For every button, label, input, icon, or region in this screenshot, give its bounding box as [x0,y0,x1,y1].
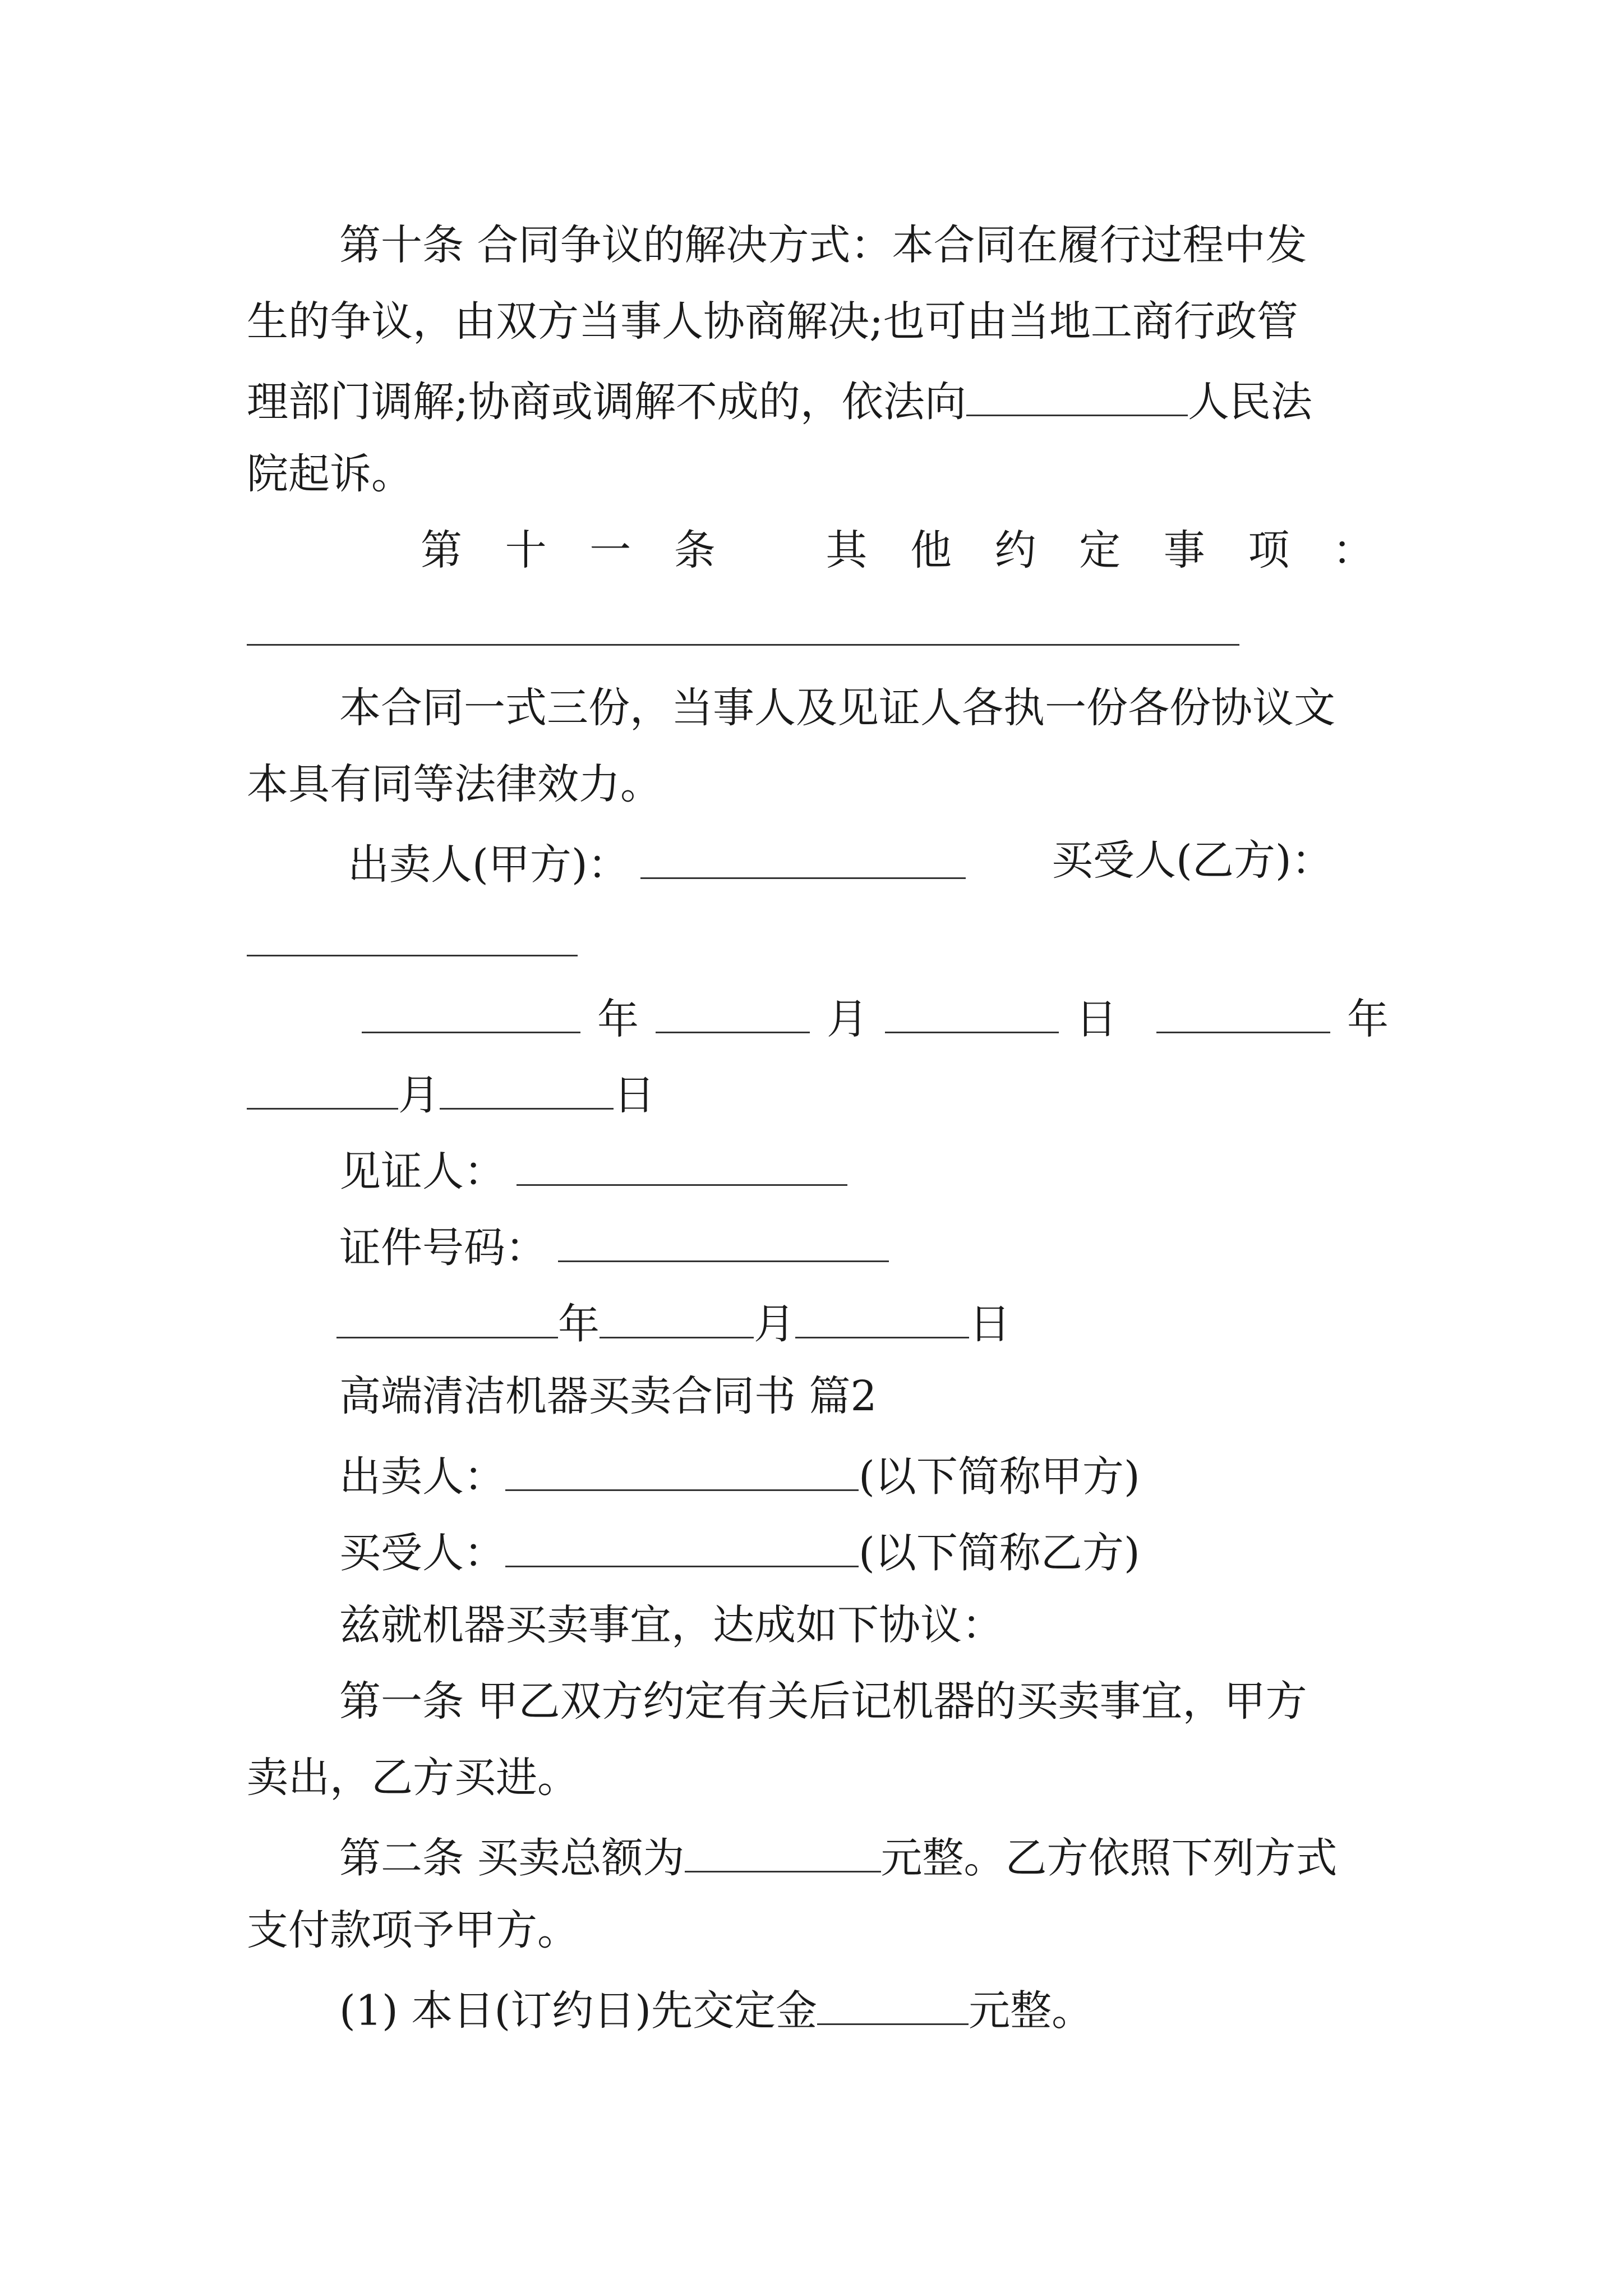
article11-char: 定 [1079,526,1121,574]
part2-intro: 兹就机器买卖事宜，达成如下协议： [339,1601,1003,1649]
month-label: 月 [827,995,868,1043]
part2-seller-note: (以下简称甲方) [859,1452,1140,1501]
id-label: 证件号码： [339,1223,547,1272]
article11-char: 第 [421,526,462,574]
year-label-3: 年 [558,1300,600,1349]
witness-label: 见证人： [339,1147,505,1196]
id-line [339,1223,889,1272]
month-label-2: 月 [398,1071,440,1120]
total-amount-blank [685,1833,881,1872]
seller-sign-label: 出卖人(甲方)： [348,840,629,889]
article11-char: 十 [505,526,547,574]
month-blank [656,994,810,1033]
part2-buyer-blank [505,1528,859,1567]
part2-buyer-label: 买受人： [339,1529,505,1577]
article10-line1: 第十条 合同争议的解决方式：本合同在履行过程中发 [339,221,1307,269]
part2-art2-line2: 支付款项予甲方。 [247,1906,579,1954]
part2-art2-text: 第二条 买卖总额为 [339,1834,685,1883]
month-label-3: 月 [754,1300,795,1349]
deposit-blank [817,1986,969,2025]
other-terms-blank [247,644,1239,646]
article11-char: 项 [1248,526,1290,574]
article11-char: 一 [589,526,631,574]
year-label-2: 年 [1347,995,1389,1043]
article11-char: 约 [994,526,1036,574]
article11-char: 条 [674,526,716,574]
court-blank [966,377,1188,416]
part2-item1 [339,1986,1094,2035]
month-blank-2 [247,1070,398,1110]
copies-line2: 本具有同等法律效力。 [247,760,662,808]
day-label-2: 日 [614,1071,655,1120]
part2-seller-line [339,1452,1140,1501]
witness-blank [517,1147,847,1186]
article11-char: ： [1332,526,1374,574]
copies-line1: 本合同一式三份，当事人及见证人各执一份各份协议文 [339,684,1335,732]
article10-line3 [247,377,1312,426]
day-blank-3 [795,1299,969,1338]
article11-char: 事 [1163,526,1205,574]
year-blank-3 [336,1299,558,1338]
article11-char: 其 [826,526,868,574]
date-line-b [247,1070,655,1120]
part2-art1-line1: 第一条 甲乙双方约定有关后记机器的买卖事宜，甲方 [339,1677,1307,1726]
article10-line2: 生的争议，由双方当事人协商解决;也可由当地工商行政管 [247,297,1298,346]
article10-line4: 院起诉。 [247,450,413,498]
buyer-sign-blank [247,955,578,956]
article10-line3-tail: 人民法 [1187,378,1312,426]
year-blank-2 [1156,994,1330,1033]
part2-art1-line2: 卖出，乙方买进。 [247,1754,579,1802]
part2-buyer-line [339,1528,1140,1577]
buyer-sign-label: 买受人(乙方)： [1052,836,1333,885]
article11-title [421,526,1374,574]
year-blank [362,994,580,1033]
part2-art2-tail: 元整。乙方依照下列方式 [880,1834,1338,1883]
part2-seller-blank [505,1452,859,1491]
part2-item1-text: (1) 本日(订约日)先交定金 [339,1986,818,2035]
part2-title: 高端清洁机器买卖合同书 篇2 [339,1372,877,1420]
id-blank [558,1223,889,1262]
witness-line [339,1147,847,1196]
day-label: 日 [1076,995,1117,1043]
date-line-c [336,1299,1011,1349]
year-label: 年 [597,995,639,1043]
part2-item1-tail: 元整。 [969,1986,1094,2035]
date-line-a [362,994,1389,1043]
seller-sign-line [348,840,966,889]
day-blank [885,994,1059,1033]
part2-art2-line1 [339,1833,1338,1883]
part2-buyer-note: (以下简称乙方) [859,1529,1140,1577]
month-blank-3 [600,1299,754,1338]
day-label-3: 日 [969,1300,1011,1349]
day-blank-2 [440,1070,614,1110]
article11-char: 他 [910,526,952,574]
article10-line3-text: 理部门调解;协商或调解不成的，依法向 [247,378,966,426]
seller-sign-blank [640,840,966,879]
part2-seller-label: 出卖人： [339,1452,505,1501]
